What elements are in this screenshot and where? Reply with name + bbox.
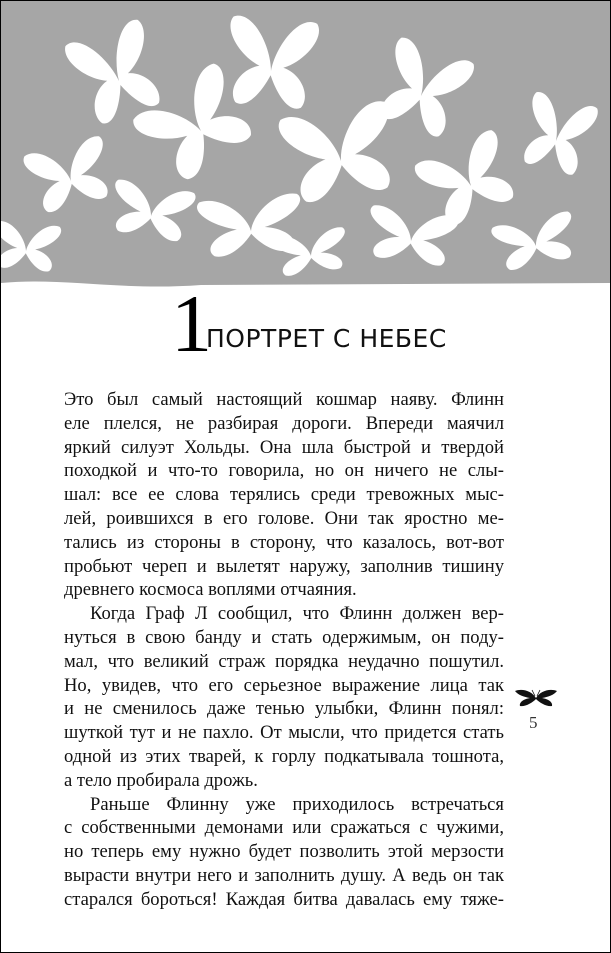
text-line: Раньше Флинну уже приходилось встречаться xyxy=(90,793,504,815)
chapter-number: 1 xyxy=(171,278,212,369)
text-line: а тело пробирала дрожь. xyxy=(64,769,258,791)
text-line: шуткой тут и не пахло. От мысли, что придется стать xyxy=(64,722,504,744)
text-line: с собственными демонами или сражаться с чужими, xyxy=(64,817,504,839)
text-line: нуться в свою банду и стать одержимым, он поду- xyxy=(64,626,504,648)
text-line: мал, что великий страж порядка неудачно пошутил. xyxy=(64,650,504,672)
text-line: Когда Граф Л сообщил, что Флинн должен вер- xyxy=(90,603,504,625)
page-number: 5 xyxy=(529,713,538,732)
text-line: старался бороться! Каждая битва давалась ему тяже- xyxy=(64,888,504,910)
text-line: Это был самый настоящий кошмар наяву. Флинн xyxy=(64,389,504,410)
text-line: еле плелся, не разбирая дороги. Впереди маячил xyxy=(64,412,504,434)
chapter-title: ПОРТРЕТ С НЕБЕС xyxy=(206,324,447,353)
text-line: но теперь ему нужно будет позволить этой мерзости xyxy=(64,841,504,863)
chapter-text xyxy=(64,388,504,912)
text-line: и не сменилось даже тенью улыбки, Флинн понял: xyxy=(64,698,504,720)
butterfly-header-illustration xyxy=(1,1,610,291)
paragraph-3 xyxy=(64,793,504,912)
text-line: тались из стороны в сторону, что казалось, вот-вот xyxy=(64,531,504,553)
paragraph-1 xyxy=(64,388,504,602)
text-line: шал: все ее слова терялись среди тревожных мыс- xyxy=(64,484,504,506)
text-line: Но, увидев, что его серьезное выражение лица так xyxy=(64,674,504,696)
text-line: пробьют череп и вылетят наружу, заполнив тишину xyxy=(64,555,504,577)
text-line: вырасти внутри него и заполнить душу. А ведь он так xyxy=(64,864,504,886)
text-line: древнего космоса воплями отчаяния. xyxy=(64,579,357,601)
paragraph-2 xyxy=(64,602,504,792)
text-line: лей, роившихся в его голове. Они так яростно ме- xyxy=(64,507,504,529)
butterfly-icon xyxy=(514,687,558,709)
text-line: одной из этих тварей, к горлу подкатывала тошнота, xyxy=(64,745,504,767)
text-line: яркий силуэт Хольды. Она шла быстрой и твердой xyxy=(64,436,504,458)
text-line: походкой и что-то говорила, но он ничего не слы- xyxy=(64,460,504,482)
